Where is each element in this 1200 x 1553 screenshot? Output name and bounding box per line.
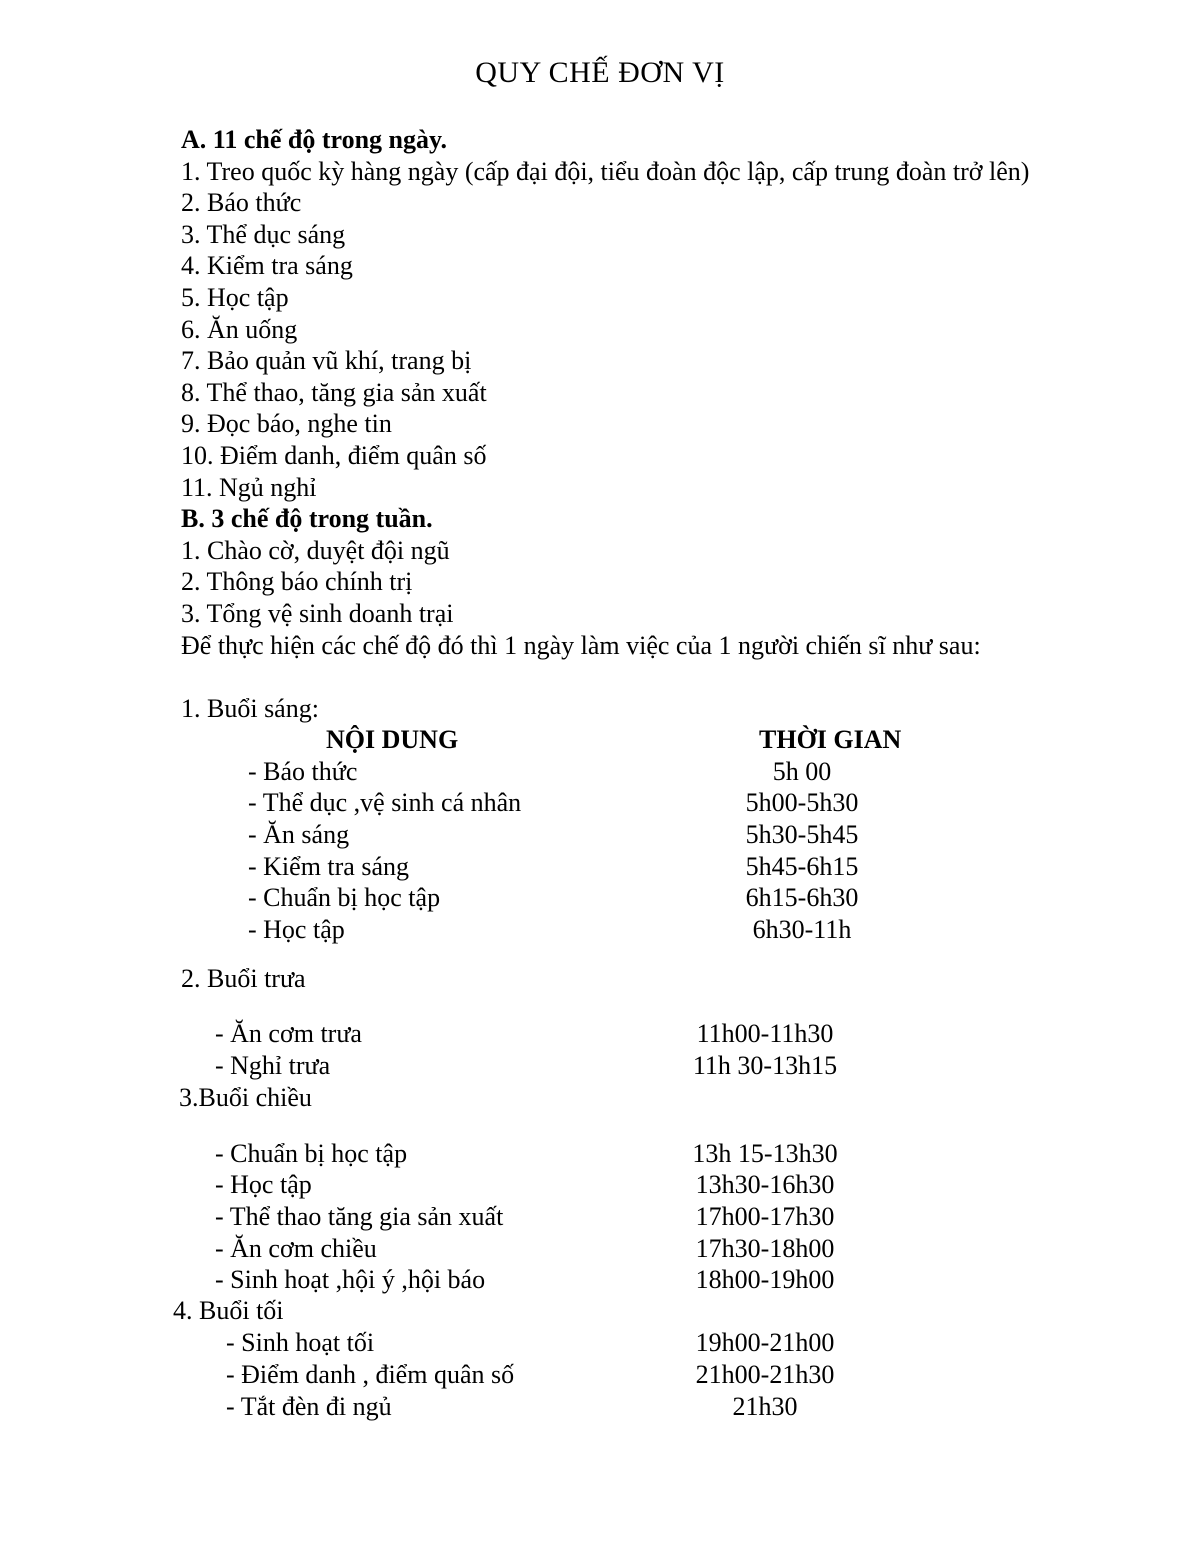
list-item: 1. Chào cờ, duyệt đội ngũ xyxy=(181,536,450,565)
schedule-activity: - Ăn cơm trưa xyxy=(215,1019,362,1048)
list-item: 6. Ăn uống xyxy=(181,315,298,344)
schedule-time: 5h45-6h15 xyxy=(745,852,859,881)
list-item: 8. Thể thao, tăng gia sản xuất xyxy=(181,378,487,407)
section-a-heading: A. 11 chế độ trong ngày. xyxy=(181,125,448,154)
schedule-activity: - Sinh hoạt ,hội ý ,hội báo xyxy=(215,1265,486,1294)
document-title: QUY CHẾ ĐƠN VỊ xyxy=(475,56,725,89)
schedule-time: 17h00-17h30 xyxy=(695,1202,835,1231)
schedule-time: 21h00-21h30 xyxy=(695,1360,835,1389)
schedule-activity: - Báo thức xyxy=(248,757,358,786)
schedule-activity: - Thể dục ,vệ sinh cá nhân xyxy=(248,788,522,817)
list-item: 2. Báo thức xyxy=(181,188,302,217)
schedule-activity: - Kiểm tra sáng xyxy=(248,852,410,881)
list-item: 3. Tổng vệ sinh doanh trại xyxy=(181,599,454,628)
schedule-activity: - Ăn cơm chiều xyxy=(215,1234,377,1263)
morning-label: 1. Buổi sáng: xyxy=(181,694,319,723)
evening-label: 4. Buổi tối xyxy=(173,1296,284,1325)
list-item: 1. Treo quốc kỳ hàng ngày (cấp đại đội, tiểu đoàn độc lập, cấp trung đoàn trở lên) xyxy=(181,157,1030,186)
schedule-activity: - Chuẩn bị học tập xyxy=(215,1139,408,1168)
schedule-activity: - Ăn sáng xyxy=(248,820,350,849)
schedule-time: 13h30-16h30 xyxy=(695,1170,835,1199)
list-item: 7. Bảo quản vũ khí, trang bị xyxy=(181,346,472,375)
afternoon-label: 3.Buổi chiều xyxy=(179,1083,312,1112)
schedule-activity: - Thể thao tăng gia sản xuất xyxy=(215,1202,504,1231)
list-item: 5. Học tập xyxy=(181,283,289,312)
list-item: 2. Thông báo chính trị xyxy=(181,567,413,596)
schedule-time: 6h15-6h30 xyxy=(745,883,859,912)
schedule-activity: - Chuẩn bị học tập xyxy=(248,883,441,912)
list-item: 10. Điểm danh, điểm quân số xyxy=(181,441,487,470)
schedule-time: 5h30-5h45 xyxy=(745,820,859,849)
section-b-heading: B. 3 chế độ trong tuần. xyxy=(181,504,433,533)
column-header-time: THỜI GIAN xyxy=(759,725,902,754)
column-header-content: NỘI DUNG xyxy=(326,725,459,754)
schedule-time: 19h00-21h00 xyxy=(695,1328,835,1357)
schedule-activity: - Sinh hoạt tối xyxy=(226,1328,375,1357)
schedule-activity: - Học tập xyxy=(248,915,345,944)
schedule-time: 18h00-19h00 xyxy=(695,1265,835,1294)
schedule-activity: - Điểm danh , điểm quân số xyxy=(226,1360,515,1389)
schedule-time: 5h 00 xyxy=(772,757,832,786)
schedule-time: 6h30-11h xyxy=(752,915,852,944)
schedule-time: 5h00-5h30 xyxy=(745,788,859,817)
schedule-activity: - Tắt đèn đi ngủ xyxy=(226,1392,392,1421)
list-item: 9. Đọc báo, nghe tin xyxy=(181,409,392,438)
schedule-time: 11h00-11h30 xyxy=(696,1019,834,1048)
noon-label: 2. Buổi trưa xyxy=(181,964,306,993)
schedule-time: 11h 30-13h15 xyxy=(692,1051,838,1080)
schedule-activity: - Học tập xyxy=(215,1170,312,1199)
list-item: 11. Ngủ nghỉ xyxy=(181,473,317,502)
list-item: 4. Kiểm tra sáng xyxy=(181,251,353,280)
intro-text: Để thực hiện các chế độ đó thì 1 ngày làm việc của 1 người chiến sĩ như sau: xyxy=(181,631,981,660)
schedule-time: 21h30 xyxy=(732,1392,798,1421)
schedule-activity: - Nghỉ trưa xyxy=(215,1051,331,1080)
schedule-time: 17h30-18h00 xyxy=(695,1234,835,1263)
list-item: 3. Thể dục sáng xyxy=(181,220,346,249)
schedule-time: 13h 15-13h30 xyxy=(692,1139,838,1168)
